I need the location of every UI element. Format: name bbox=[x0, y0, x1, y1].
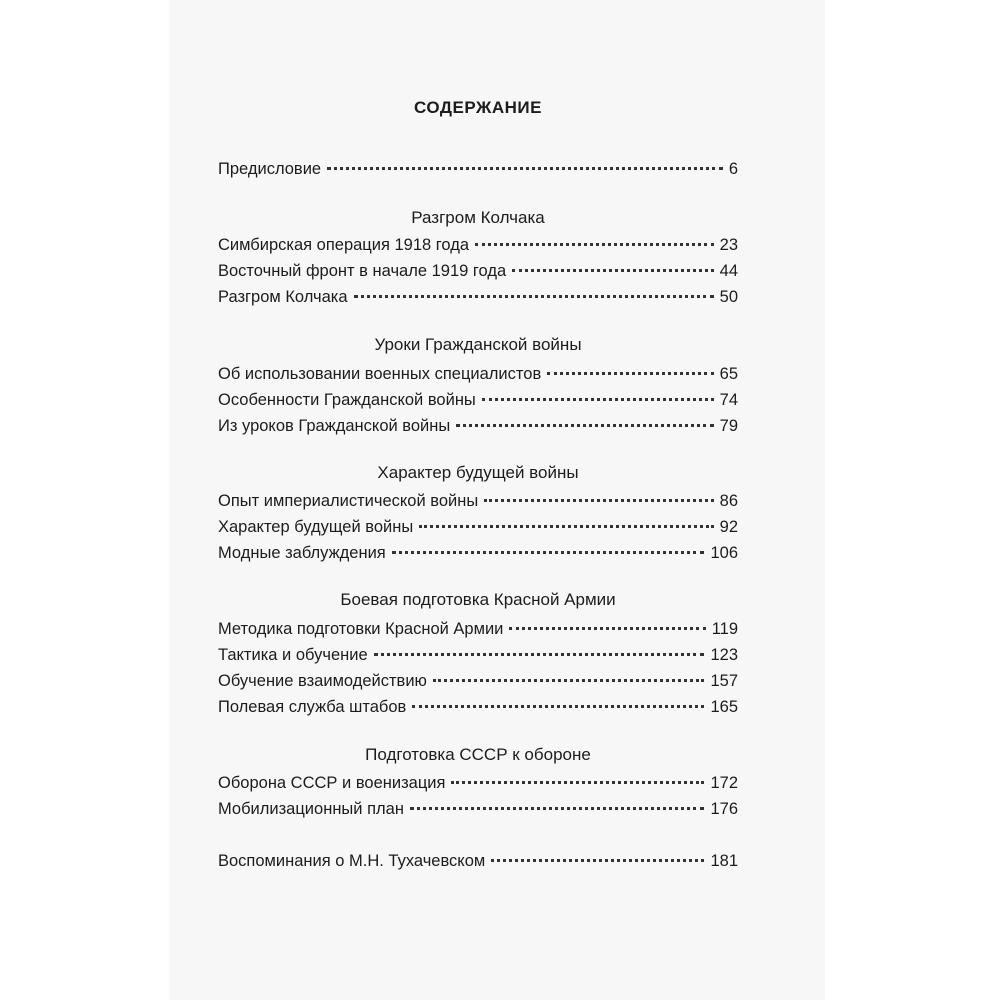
toc-entry-title: Особенности Гражданской войны bbox=[218, 391, 476, 409]
toc-entry bbox=[218, 417, 738, 443]
dot-leader bbox=[482, 398, 714, 401]
toc-entry-page: 23 bbox=[719, 236, 738, 254]
toc-entry bbox=[218, 800, 738, 826]
toc-entry-page: 181 bbox=[710, 852, 738, 870]
dot-leader bbox=[410, 807, 705, 810]
toc-entry bbox=[218, 698, 738, 724]
toc-entry bbox=[218, 262, 738, 288]
toc-entry-title: Об использовании военных специалистов bbox=[218, 365, 542, 383]
toc-entry-page: 79 bbox=[719, 417, 738, 435]
toc-entry-page: 6 bbox=[728, 160, 738, 178]
dot-leader bbox=[484, 499, 713, 502]
toc-entry-page: 172 bbox=[710, 774, 738, 792]
dot-leader bbox=[433, 679, 705, 682]
toc-entry-title: Полевая служба штабов bbox=[218, 698, 407, 716]
toc-entry-title: Методика подготовки Красной Армии bbox=[218, 620, 504, 638]
toc-entry-page: 65 bbox=[719, 365, 738, 383]
dot-leader bbox=[392, 551, 705, 554]
toc-entry bbox=[218, 518, 738, 544]
dot-leader bbox=[451, 781, 704, 784]
toc-entry-title: Воспоминания о М.Н. Тухачевском bbox=[218, 852, 486, 870]
dot-leader bbox=[374, 653, 705, 656]
dot-leader bbox=[475, 243, 714, 246]
toc-entry-memoirs bbox=[218, 852, 738, 878]
dot-leader bbox=[327, 167, 723, 170]
toc-entry-title: Тактика и обучение bbox=[218, 646, 368, 664]
toc-entry bbox=[218, 492, 738, 518]
toc-entry-title: Модные заблуждения bbox=[218, 544, 386, 562]
toc-entry-title: Предисловие bbox=[218, 160, 322, 178]
toc-entry-page: 119 bbox=[711, 620, 738, 638]
page-title: СОДЕРЖАНИЕ bbox=[414, 98, 542, 117]
section-heading: Уроки Гражданской войны bbox=[374, 335, 582, 354]
section-heading: Боевая подготовка Красной Армии bbox=[340, 590, 616, 609]
toc-entry bbox=[218, 365, 738, 391]
toc-entry-page: 74 bbox=[719, 391, 738, 409]
toc-entry-page: 176 bbox=[710, 800, 738, 818]
toc-entry-title: Характер будущей войны bbox=[218, 518, 414, 536]
dot-leader bbox=[491, 859, 704, 862]
toc-entry-page: 92 bbox=[719, 518, 738, 536]
toc-entry bbox=[218, 620, 738, 646]
toc-entry-title: Мобилизационный план bbox=[218, 800, 404, 818]
toc-entry bbox=[218, 544, 738, 570]
dot-leader bbox=[456, 424, 713, 427]
dot-leader bbox=[354, 295, 714, 298]
toc-entry bbox=[218, 391, 738, 417]
toc-entry-title: Симбирская операция 1918 года bbox=[218, 236, 470, 254]
toc-entry-page: 123 bbox=[710, 646, 738, 664]
dot-leader bbox=[412, 705, 704, 708]
toc-entry bbox=[218, 288, 738, 314]
toc-entry bbox=[218, 236, 738, 262]
toc-entry bbox=[218, 672, 738, 698]
toc-entry-title: Восточный фронт в начале 1919 года bbox=[218, 262, 507, 280]
dot-leader bbox=[419, 525, 713, 528]
section-heading: Разгром Колчака bbox=[411, 208, 545, 227]
toc-entry-title: Опыт империалистической войны bbox=[218, 492, 479, 510]
toc-entry bbox=[218, 774, 738, 800]
toc-entry-title: Обучение взаимодействию bbox=[218, 672, 427, 690]
toc-entry-page: 157 bbox=[710, 672, 738, 690]
toc-entry-preface bbox=[218, 160, 738, 186]
toc-entry-title: Оборона СССР и военизация bbox=[218, 774, 446, 792]
section-heading: Характер будущей войны bbox=[377, 463, 579, 482]
dot-leader bbox=[547, 372, 713, 375]
toc-entry-page: 50 bbox=[719, 288, 738, 306]
toc-entry-page: 106 bbox=[710, 544, 738, 562]
toc-entry-page: 86 bbox=[719, 492, 738, 510]
dot-leader bbox=[512, 269, 713, 272]
section-heading: Подготовка СССР к обороне bbox=[365, 745, 591, 764]
toc-entry-page: 44 bbox=[719, 262, 738, 280]
toc-entry-title: Из уроков Гражданской войны bbox=[218, 417, 451, 435]
toc-entry-title: Разгром Колчака bbox=[218, 288, 348, 306]
dot-leader bbox=[509, 627, 705, 630]
toc-entry-page: 165 bbox=[710, 698, 738, 716]
toc-entry bbox=[218, 646, 738, 672]
